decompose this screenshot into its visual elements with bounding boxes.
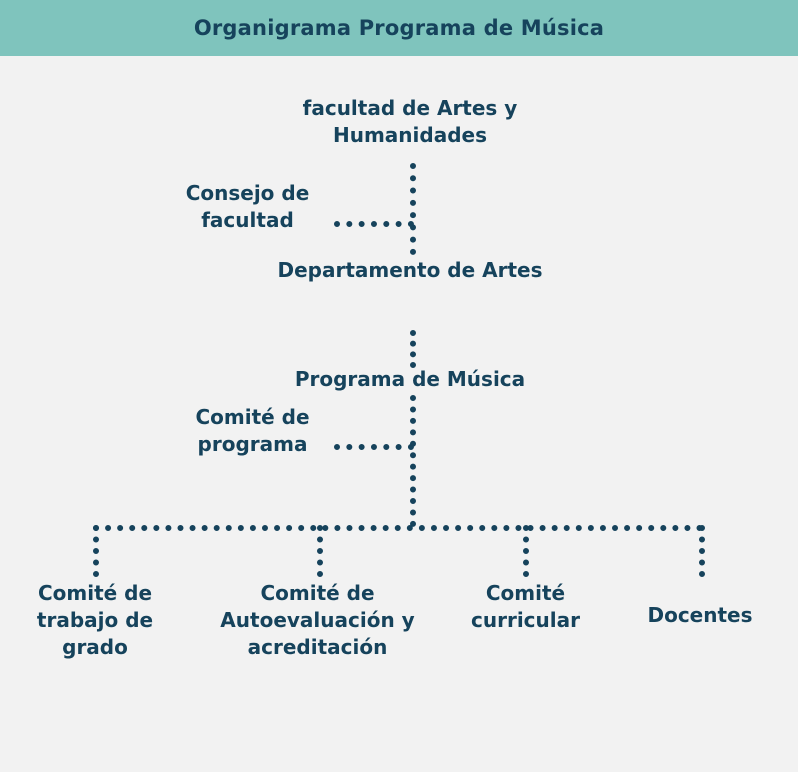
node-facultad-de-artes-y-humanidades: facultad de Artes y Humanidades xyxy=(302,96,518,147)
page-title: Organigrama Programa de Música xyxy=(193,16,605,40)
node-comite-curricular: Comité curricular xyxy=(471,581,580,632)
connector-bus-to-comite-autoevaluacion xyxy=(317,525,323,577)
connector-consejo-de-facultad xyxy=(334,221,414,227)
node-docentes: Docentes xyxy=(647,603,753,627)
node-comite-de-trabajo-de-grado: Comité de trabajo de grado xyxy=(36,581,154,659)
node-programa-de-musica: Programa de Música xyxy=(294,367,526,391)
connector-bottom-bus xyxy=(93,525,703,531)
connector-departamento-to-programa xyxy=(410,330,416,368)
node-consejo-de-facultad: Consejo de facultad xyxy=(185,181,310,232)
connector-facultad-to-departamento xyxy=(410,163,416,255)
node-comite-de-programa: Comité de programa xyxy=(195,405,310,456)
connector-programa-to-bus xyxy=(410,395,416,527)
connector-bus-to-docentes xyxy=(699,525,705,577)
node-departamento-de-artes: Departamento de Artes xyxy=(277,258,543,282)
connector-comite-de-programa xyxy=(334,444,414,450)
node-comite-de-autoevaluacion-y-acreditacion: Comité de Autoevaluación y acreditación xyxy=(220,581,415,659)
connector-bus-to-comite-grado xyxy=(93,525,99,577)
connector-bus-to-comite-curricular xyxy=(523,525,529,577)
header-bar xyxy=(0,0,798,56)
